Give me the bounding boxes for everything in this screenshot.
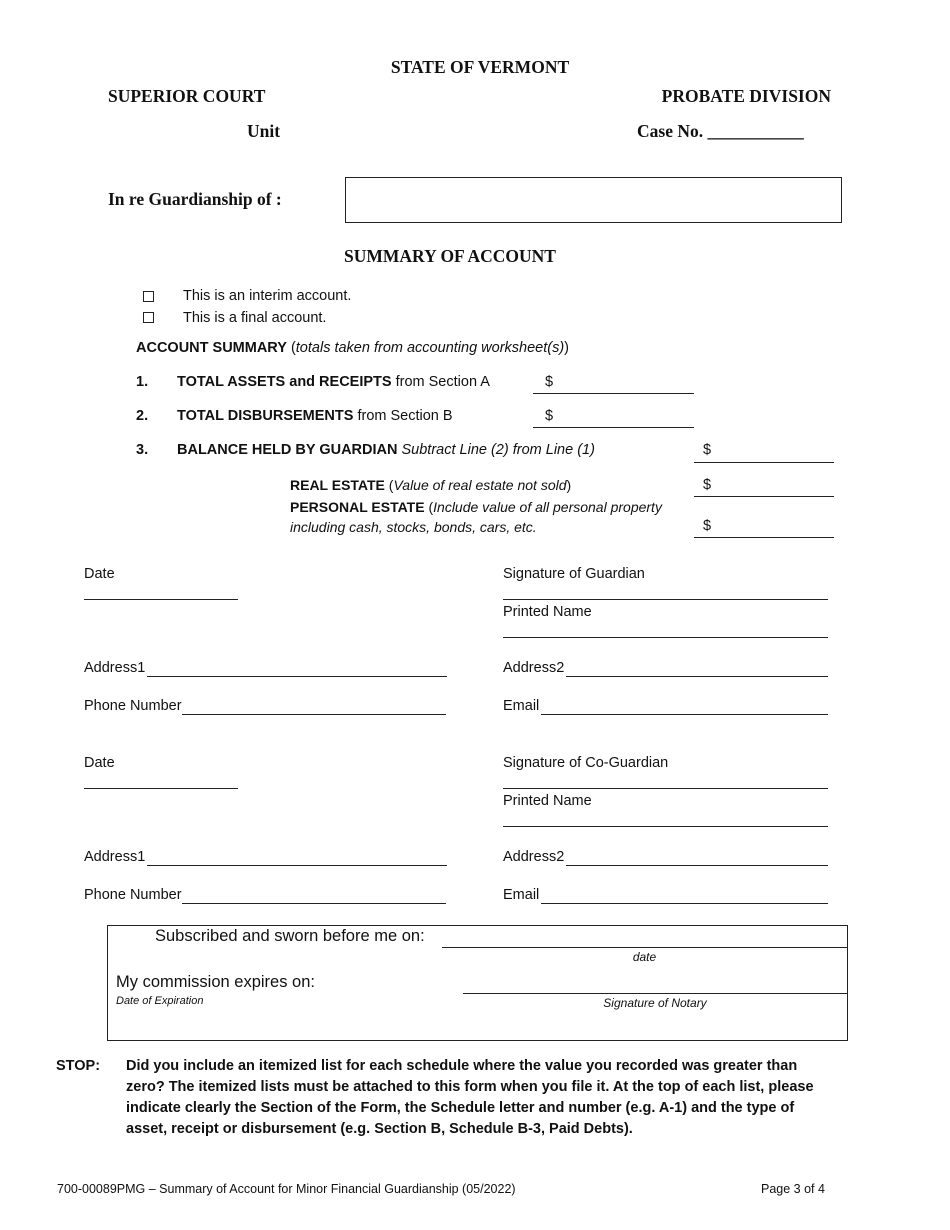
personal-estate-note-continued: including cash, stocks, bonds, cars, etc. — [290, 519, 537, 535]
co-guardian-address1-label: Address1 — [84, 849, 146, 865]
account-summary-heading-note: totals taken from accounting worksheet(s) — [295, 340, 565, 356]
line2-amount-field[interactable] — [533, 427, 694, 428]
co-guardian-email-label: Email — [503, 887, 540, 903]
form-id: 700-00089PMG – Summary of Account for Minor Financial Guardianship (05/2022) — [57, 1182, 516, 1196]
account-summary-heading — [136, 340, 569, 356]
co-guardian-signature-field[interactable] — [503, 788, 828, 789]
interim-account-checkbox[interactable] — [143, 291, 154, 302]
commission-label: My commission expires on: — [116, 973, 315, 991]
personal-estate-label: PERSONAL ESTATE (Include value of all personal property — [290, 499, 662, 515]
co-guardian-signature-label: Signature of Co-Guardian — [503, 755, 669, 771]
co-guardian-address2-field[interactable] — [566, 865, 828, 866]
co-guardian-address2-label: Address2 — [503, 849, 565, 865]
guardian-date-label: Date — [84, 566, 115, 582]
real-estate-label: REAL ESTATE (Value of real estate not sold) — [290, 477, 572, 493]
personal-estate-currency: $ — [703, 518, 712, 534]
co-guardian-address1-field[interactable] — [147, 865, 447, 866]
page-title: SUMMARY OF ACCOUNT — [344, 246, 556, 266]
notary-signature-caption: Signature of Notary — [603, 996, 707, 1010]
guardian-printed-name-field[interactable] — [503, 637, 828, 638]
line2-currency: $ — [545, 408, 554, 424]
sworn-label: Subscribed and sworn before me on: — [155, 927, 425, 945]
notary-signature-field[interactable] — [463, 993, 847, 994]
guardian-printed-name-label: Printed Name — [503, 604, 592, 620]
co-guardian-date-label: Date — [84, 755, 115, 771]
line1-number: 1. — [136, 374, 149, 390]
paren-close: ) — [564, 340, 569, 356]
page-number: Page 3 of 4 — [761, 1182, 825, 1196]
co-guardian-printed-name-field[interactable] — [503, 826, 828, 827]
guardian-email-label: Email — [503, 698, 540, 714]
line3-label-bold: BALANCE HELD BY GUARDIAN — [177, 442, 398, 458]
line3-amount-field[interactable] — [694, 462, 834, 463]
line3-label — [177, 442, 595, 458]
guardian-address1-field[interactable] — [147, 676, 447, 677]
line1-label — [177, 374, 490, 390]
guardianship-name-field[interactable] — [345, 177, 842, 223]
guardianship-label: In re Guardianship of : — [108, 189, 282, 209]
expiration-caption: Date of Expiration — [116, 995, 204, 1007]
stop-text-line4: asset, receipt or disbursement (e.g. Section B, Schedule B-3, Paid Debts). — [126, 1121, 633, 1137]
account-summary-heading-bold: ACCOUNT SUMMARY — [136, 340, 287, 356]
unit-label: Unit — [247, 121, 281, 141]
real-estate-label-note: Value of real estate not sold — [393, 477, 567, 493]
co-guardian-phone-field[interactable] — [182, 903, 446, 904]
guardian-phone-label: Phone Number — [84, 698, 182, 714]
line3-number: 3. — [136, 442, 149, 458]
paren-open: ( — [290, 340, 296, 356]
line2-label-bold: TOTAL DISBURSEMENTS — [177, 408, 354, 424]
state-title: STATE OF VERMONT — [390, 57, 570, 77]
sworn-date-caption: date — [632, 950, 657, 964]
sworn-date-field[interactable] — [442, 947, 847, 948]
real-estate-currency: $ — [703, 477, 712, 493]
guardian-email-field[interactable] — [541, 714, 828, 715]
line1-currency: $ — [545, 374, 554, 390]
division-name: PROBATE DIVISION — [661, 86, 831, 106]
guardian-address2-field[interactable] — [566, 676, 828, 677]
line1-label-bold: TOTAL ASSETS and RECEIPTS — [177, 374, 392, 390]
line3-currency: $ — [703, 442, 712, 458]
case-number-label: Case No. ___________ — [637, 121, 804, 141]
guardian-signature-label: Signature of Guardian — [503, 566, 645, 582]
interim-account-label: This is an interim account. — [183, 288, 352, 304]
personal-estate-label-note: Include value of all personal property — [433, 499, 662, 515]
stop-label: STOP: — [56, 1058, 101, 1074]
line1-label-rest: from Section A — [395, 374, 490, 390]
co-guardian-date-field[interactable] — [84, 788, 238, 789]
final-account-label: This is a final account. — [183, 310, 327, 326]
guardian-phone-field[interactable] — [182, 714, 446, 715]
co-guardian-email-field[interactable] — [541, 903, 828, 904]
stop-text-line3: indicate clearly the Section of the Form, the Schedule letter and number (e.g. A-1) and the type of — [126, 1100, 795, 1116]
real-estate-amount-field[interactable] — [694, 496, 834, 497]
co-guardian-phone-label: Phone Number — [84, 887, 182, 903]
stop-text-line2: zero? The itemized lists must be attached to this form when you file it. At the top of each list, please — [126, 1079, 814, 1095]
stop-text-line1: Did you include an itemized list for each schedule where the value you recorded was greater than — [126, 1058, 798, 1074]
personal-estate-label-bold: PERSONAL ESTATE — [290, 499, 425, 515]
guardian-signature-field[interactable] — [503, 599, 828, 600]
co-guardian-printed-name-label: Printed Name — [503, 793, 592, 809]
line1-amount-field[interactable] — [533, 393, 694, 394]
personal-estate-amount-field[interactable] — [694, 537, 834, 538]
line3-label-rest: Subtract Line (2) from Line (1) — [401, 442, 595, 458]
line2-label — [177, 408, 453, 424]
guardian-date-field[interactable] — [84, 599, 238, 600]
court-name: SUPERIOR COURT — [108, 86, 266, 106]
guardian-address1-label: Address1 — [84, 660, 146, 676]
line2-number: 2. — [136, 408, 149, 424]
final-account-checkbox[interactable] — [143, 312, 154, 323]
real-estate-label-bold: REAL ESTATE — [290, 477, 385, 493]
line2-label-rest: from Section B — [357, 408, 453, 424]
guardian-address2-label: Address2 — [503, 660, 565, 676]
